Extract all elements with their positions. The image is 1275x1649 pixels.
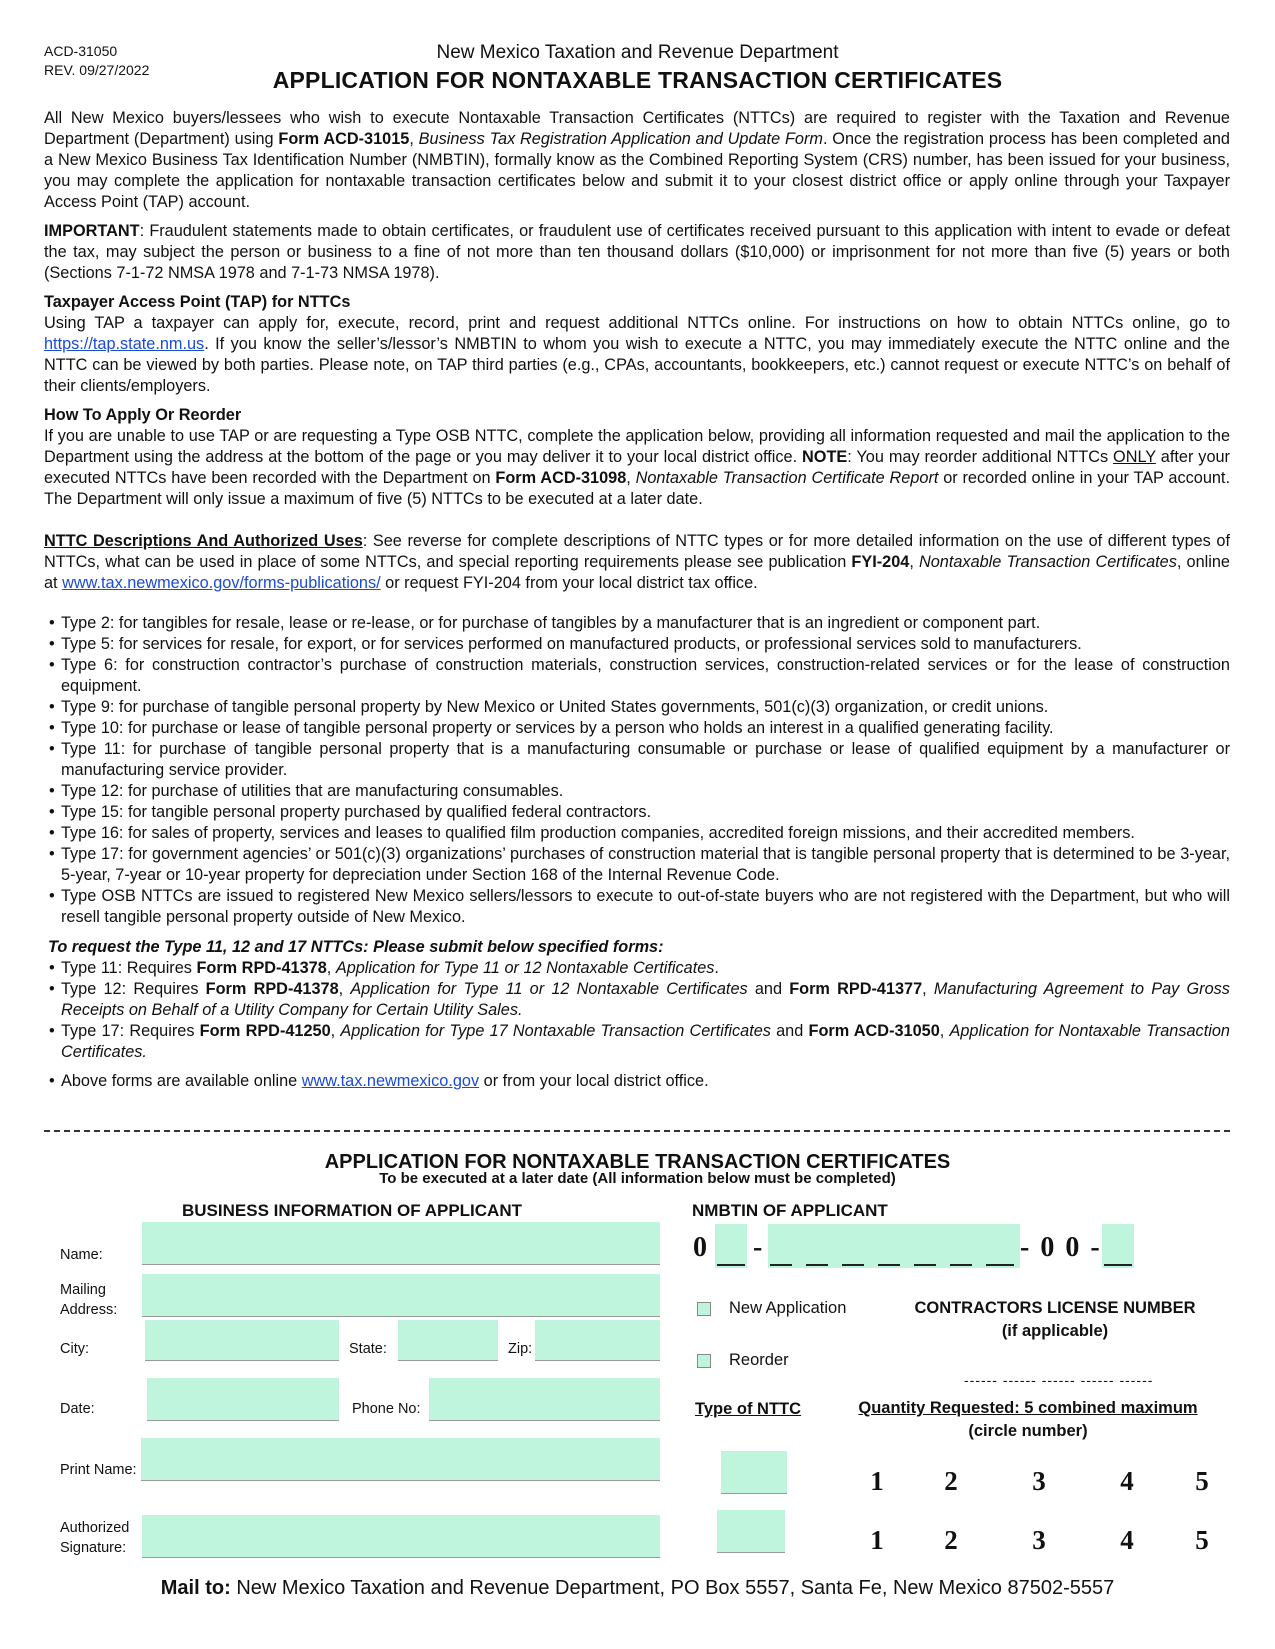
important-paragraph: IMPORTANT: Fraudulent statements made to obtain certificates, or fraudulent use of certificates received pursuant to this application with intent to evade or defeat the tax, may subject the person or business to a fine of not more than ten thousand dollars ($10,000) or imprisonment for not more than five (5) years or both (Sections 7-1-72 NMSA 1978 and 7-1-73 NMSA 1978). [44, 222, 1230, 282]
signature-field[interactable] [142, 1515, 660, 1558]
name-label: Name: [60, 1247, 103, 1263]
nmbtin-prefix: 0 [693, 1232, 709, 1263]
cut-line-divider [44, 1130, 1230, 1132]
zip-field[interactable] [535, 1320, 660, 1361]
form-number: ACD-31050 [44, 43, 118, 59]
list-item: • Type 12: for purchase of utilities that are manufacturing consumables. [61, 781, 1230, 802]
quantity-option-2[interactable]: 2 [944, 1525, 958, 1555]
nmbtin-digit-underline [842, 1264, 864, 1266]
page-title: APPLICATION FOR NONTAXABLE TRANSACTION CERTIFICATES [272, 67, 1003, 93]
howto-heading: How To Apply Or Reorder [44, 406, 242, 424]
quantity-heading: Quantity Requested: 5 combined maximum (circle number) [858, 1399, 1198, 1440]
date-label: Date: [60, 1401, 95, 1417]
nmbtin-digit-underline [1104, 1264, 1132, 1266]
nttc-type-list [44, 613, 1230, 928]
descriptions-paragraph: NTTC Descriptions And Authorized Uses: See reverse for complete descriptions of NTTC types or for more detailed information on the use of different types of NTTCs, what can be used in place of some NTTCs, and special reporting requirements please see publication FYI-204, Nontaxable Transaction Certificates, online at www.tax.newmexico.gov/forms-publications/ or request FYI-204 from your local district tax office. [44, 532, 1230, 592]
list-item: • Type OSB NTTCs are issued to registered New Mexico sellers/lessors to execute to out-of-state buyers who are not registered with the Department, but who will resell tangible personal property outside of New Mexico. [61, 886, 1230, 928]
instructions [44, 108, 1230, 1092]
list-item: • Type 9: for purchase of tangible personal property by New Mexico or United States governments, 501(c)(3) organization, or credit unions. [61, 697, 1230, 718]
contractor-license-heading: CONTRACTORS LICENSE NUMBER (if applicable) [914, 1299, 1196, 1340]
mailing-address-field[interactable] [142, 1274, 660, 1317]
quantity-option-4[interactable]: 4 [1120, 1466, 1134, 1496]
list-item: • Type 2: for tangibles for resale, lease or re-lease, or for purchase of tangibles by a manufacturer that is an ingredient or component part. [61, 613, 1230, 634]
state-field[interactable] [398, 1320, 498, 1361]
tax-site-link[interactable]: www.tax.newmexico.gov [301, 1072, 480, 1090]
quantity-option-5[interactable]: 5 [1195, 1525, 1209, 1555]
nmbtin-digit-underline [717, 1264, 745, 1266]
list-item: • Type 11: for purchase of tangible personal property that is a manufacturing consumable or purchase or lease of qualified equipment by a manufacturer or manufacturing service provider. [61, 739, 1230, 781]
requests-heading: To request the Type 11, 12 and 17 NTTCs: Please submit below specified forms: [48, 938, 664, 956]
quantity-option-2[interactable]: 2 [944, 1466, 958, 1496]
list-item: • Type 6: for construction contractor’s purchase of construction materials, construction services, construction-related services or for the lease of construction equipment. [61, 655, 1230, 697]
nmbtin-digit-underline [878, 1264, 900, 1266]
nmbtin-digit-underline [986, 1264, 1014, 1266]
nmbtin-digit-underline [950, 1264, 972, 1266]
nmbtin-middle-zeros: - 0 0 - [1020, 1232, 1102, 1263]
publications-link[interactable]: www.tax.newmexico.gov/forms-publications/ [62, 574, 381, 592]
intro-paragraph: All New Mexico buyers/lessees who wish to execute Nontaxable Transaction Certificates (NTTCs) are required to register with the Taxation and Revenue Department (Department) using Form ACD-31015, Business Tax Registration Application and Update Form. Once the registration process has been completed and a New Mexico Business Tax Identification Number (NMBTIN), formally know as the Combined Reporting System (CRS) number, has been issued for your business, you may complete the application for nontaxable transaction certificates below and submit it to your closest district office or apply online through your Taxpayer Access Point (TAP) account. [44, 109, 1230, 211]
signature-label: Authorized Signature: [60, 1520, 130, 1556]
date-field[interactable] [147, 1378, 339, 1421]
nmbtin-digit-underline [914, 1264, 936, 1266]
nmbtin-separator: - [753, 1232, 765, 1263]
quantity-option-4[interactable]: 4 [1120, 1525, 1134, 1555]
state-label: State: [349, 1341, 387, 1357]
quantity-option-3[interactable]: 3 [1032, 1525, 1046, 1555]
nttc-type-field-1[interactable] [721, 1451, 787, 1494]
tap-link[interactable]: https://tap.state.nm.us [44, 335, 205, 353]
list-item: • Above forms are available online www.tax.newmexico.gov or from your local district office. [61, 1071, 1230, 1092]
list-item: • Type 5: for services for resale, for export, or for services performed on manufactured products, or professional services sold to manufacturers. [61, 634, 1230, 655]
list-item: • Type 11: Requires Form RPD-41378, Application for Type 11 or 12 Nontaxable Certificates. [61, 958, 1230, 979]
new-application-checkbox[interactable] [697, 1302, 711, 1316]
list-item: • Type 12: Requires Form RPD-41378, Application for Type 11 or 12 Nontaxable Certificates and Form RPD-41377, Manufacturing Agreement to Pay Gross Receipts on Behalf of a Utility Company for Certain Utility Sales. [61, 979, 1230, 1021]
quantity-option-1[interactable]: 1 [870, 1525, 884, 1555]
list-item: • Type 17: for government agencies’ or 501(c)(3) organizations’ purchases of construction material that is tangible personal property that is determined to be 3-year, 5-year, 7-year or 10-year property for depreciation under Section 168 of the Internal Revenue Code. [61, 844, 1230, 886]
list-item: • Type 15: for tangible personal property purchased by qualified federal contractors. [61, 802, 1230, 823]
nmbtin-main-digits-field[interactable] [768, 1224, 1020, 1268]
quantity-option-3[interactable]: 3 [1032, 1466, 1046, 1496]
quantity-option-5[interactable]: 5 [1195, 1466, 1209, 1496]
form-title: APPLICATION FOR NONTAXABLE TRANSACTION CERTIFICATES [324, 1151, 951, 1173]
contractor-license-field[interactable]: ------ ------ ------ ------ ------ [964, 1372, 1154, 1388]
new-application-label: New Application [729, 1299, 847, 1317]
reorder-checkbox[interactable] [697, 1354, 711, 1368]
tap-paragraph: Using TAP a taxpayer can apply for, execute, record, print and request additional NTTCs online. For instructions on how to obtain NTTCs online, go to https://tap.state.nm.us. If you know the seller’s/lessor’s NMBTIN to whom you wish to execute a NTTC, you may immediately execute the NTTC online and the NTTC can be viewed by both parties. Please note, on TAP third parties (e.g., CPAs, accountants, bookkeepers, etc.) cannot request or execute NTTC’s on behalf of their clients/employers. [44, 314, 1230, 395]
nmbtin-digit-underline [770, 1264, 792, 1266]
nmbtin-digit-1-field[interactable] [715, 1224, 747, 1268]
nmbtin-heading: NMBTIN OF APPLICANT [692, 1201, 888, 1220]
mailing-address-label: Mailing Address: [60, 1282, 118, 1318]
print-name-field[interactable] [141, 1438, 660, 1481]
form-revision: REV. 09/27/2022 [44, 62, 150, 78]
zip-label: Zip: [508, 1341, 533, 1357]
phone-field[interactable] [429, 1378, 660, 1421]
phone-label: Phone No: [352, 1401, 421, 1417]
mailing-address-footer: Mail to: New Mexico Taxation and Revenue Department, PO Box 5557, Santa Fe, New Mexico 87502-5557 [160, 1577, 1115, 1599]
name-field[interactable] [142, 1222, 660, 1265]
requests-list [44, 958, 1230, 1063]
city-field[interactable] [145, 1320, 339, 1361]
type-of-nttc-label: Type of NTTC [695, 1400, 802, 1418]
tap-heading: Taxpayer Access Point (TAP) for NTTCs [44, 293, 351, 311]
list-item: • Type 10: for purchase or lease of tangible personal property or services by a person who holds an interest in a qualified generating facility. [61, 718, 1230, 739]
list-item: • Type 17: Requires Form RPD-41250, Application for Type 17 Nontaxable Transaction Certificates and Form ACD-31050, Application for Nontaxable Transaction Certificates. [61, 1021, 1230, 1063]
business-info-heading: BUSINESS INFORMATION OF APPLICANT [182, 1201, 522, 1220]
nttc-type-field-2[interactable] [717, 1510, 785, 1553]
form-subtitle: To be executed at a later date (All information below must be completed) [379, 1170, 896, 1187]
nmbtin-suffix-field[interactable] [1102, 1224, 1134, 1268]
quantity-option-1[interactable]: 1 [870, 1466, 884, 1496]
city-label: City: [60, 1341, 89, 1357]
nmbtin-digit-underline [806, 1264, 828, 1266]
reorder-label: Reorder [729, 1351, 789, 1369]
print-name-label: Print Name: [60, 1462, 137, 1478]
list-item: • Type 16: for sales of property, services and leases to qualified film production companies, accredited foreign missions, and their accredited members. [61, 823, 1230, 844]
availability-list [44, 1071, 1230, 1092]
department-name: New Mexico Taxation and Revenue Department [436, 42, 839, 63]
howto-paragraph: If you are unable to use TAP or are requesting a Type OSB NTTC, complete the application below, providing all information requested and mail the application to the Department using the address at the bottom of the page or you may deliver it to your local district office. NOTE: You may reorder additional NTTCs ONLY after your executed NTTCs have been recorded with the Department on Form ACD-31098, Nontaxable Transaction Certificate Report or recorded online in your TAP account. The Department will only issue a maximum of five (5) NTTCs to be executed at a later date. [44, 427, 1230, 508]
